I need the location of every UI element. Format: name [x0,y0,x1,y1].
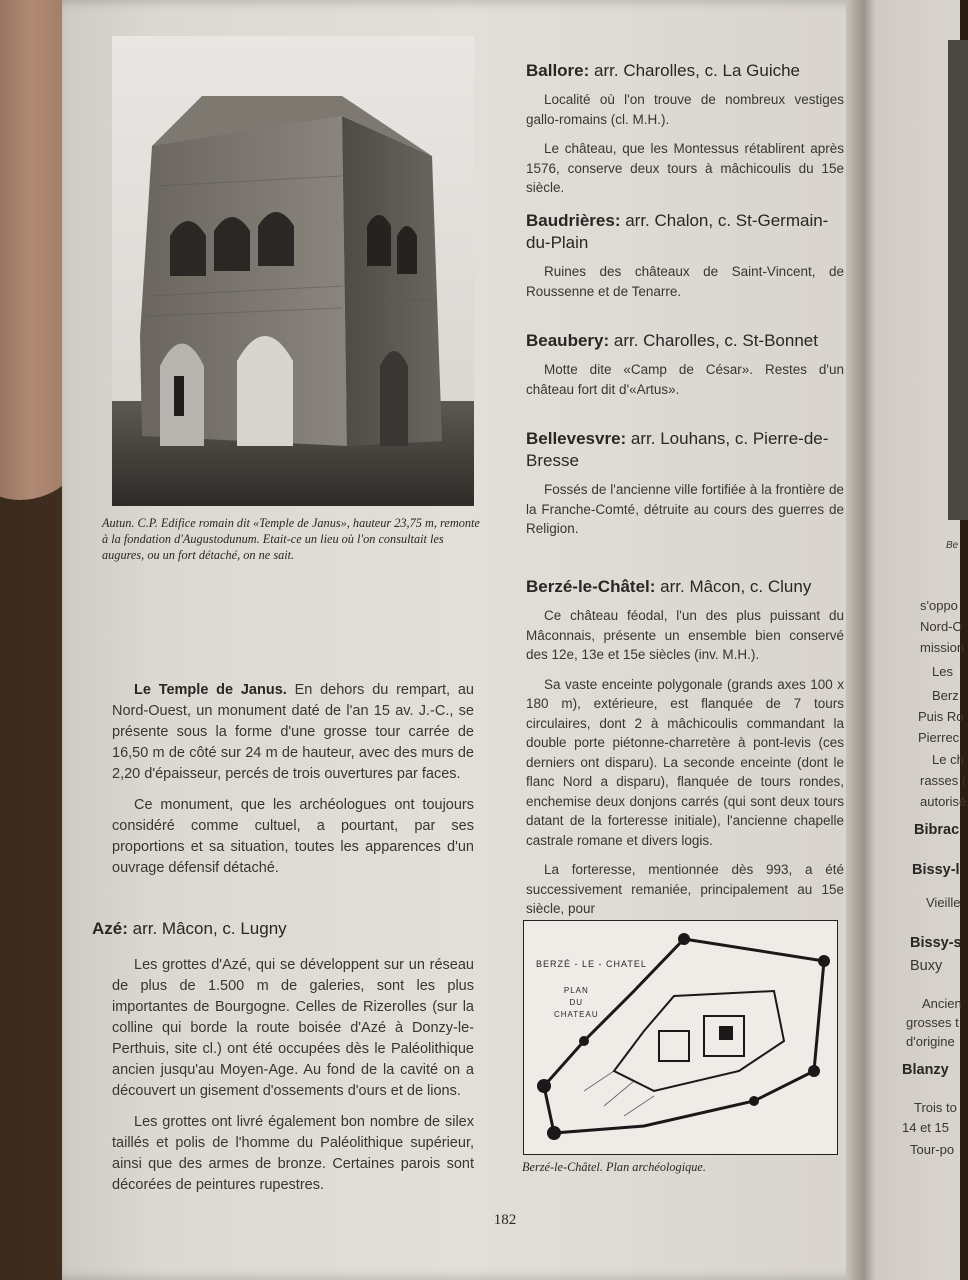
entry-location: arr. Louhans, c. Pierre-de-Bresse [526,429,829,470]
entry-paragraph: Sa vaste enceinte polygonale (grands axes 100 x 180 m), extérieure, est flanquée de 7 tours circulaires, dont 2 à mâchicoulis commandant la double porte piétonne-charretère à pont-levis (ces derniers ont disparu). La seconde enceinte (dont le flanc Nord a disparu), flanquée de tours rondes, enchemise deux donjons carrés (qui sont deux tours datant de la forteresse initiale), l'ancienne chapelle castrale romane et divers logis. [526,676,844,848]
aze-paragraph-2: Les grottes ont livré également bon nombre de silex taillés et polis de l'homme du Paléolithique supérieur, ainsi que des armes de bronze. Certaines parois sont décorées de peintures rupestres. [112,1114,474,1193]
entry-location: arr. Charolles, c. La Guiche [594,61,801,80]
entry-heading-berze [526,576,844,598]
entry-name: Berzé-le-Châtel: [526,577,656,596]
entry-paragraph: Fossés de l'ancienne ville fortifiée à la frontière de la Franche-Comté, détruite au cours des guerres de Religion. [526,482,844,536]
entry-bellevesvre [526,428,844,549]
entry-name: Baudrières: [526,211,621,230]
next-page-fragment: Pierrec [918,730,960,745]
next-page-fragment: rasses ( [920,773,967,788]
next-page-fragment: Trois to [914,1100,957,1115]
next-page-fragment: autorisé [920,794,967,809]
next-page-photo [948,40,968,520]
plan-subtitle-line: PLAN [563,986,589,995]
entry-location: arr. Charolles, c. St-Bonnet [613,331,818,350]
entry-paragraph: Motte dite «Camp de César». Restes d'un château fort dit d'«Artus». [526,362,844,397]
temple-heading: Le Temple de Janus. [134,682,287,698]
entry-location: arr. Mâcon, c. Cluny [660,577,812,596]
entry-baudrieres [526,210,844,311]
next-page-fragment: 14 et 15 [902,1120,949,1135]
photo-caption: Autun. C.P. Edifice romain dit «Temple de Janus», hauteur 23,75 m, remonte à la fondation d'Augustodunum. Etait-ce un lieu où l'on consultait les augures, ou un fort détaché, on ne sait. [102,516,480,562]
aze-section [112,955,474,1206]
next-page-fragment: Berz [932,688,959,703]
plan-caption: Berzé-le-Châtel. Plan archéologique. [522,1160,706,1174]
next-page [864,0,967,1280]
next-page-fragment: d'origine [906,1034,955,1049]
entry-location: arr. Chalon, c. St-Germain-du-Plain [526,211,829,252]
entry-ballore [526,60,844,208]
aze-paragraph-1: Les grottes d'Azé, qui se développent sur un réseau de plus de 1.500 m de galeries, sont les plus importantes de Bourgogne. Celles de Rizerolles (sur la colline qui borde la route boisée d'Azé à Donzy-le-Perthuis, site cl.) ont été occupées dès le Paléolithique ancien jusqu'au Moyen-Age. Au fond de la cavité on a découvert un gisement d'ossements d'ours et de lions. [112,957,474,1099]
entry-name: Bellevesvre: [526,429,627,448]
entry-heading-aze [92,918,472,940]
plan-subtitle-line: DU [569,998,584,1007]
next-page-fragment: Bibrac [914,822,960,838]
plan-subtitle-line: CHATEAU [554,1010,599,1019]
castle-plan-figure [523,920,838,1155]
entry-berze [526,576,844,929]
entry-name: Ballore: [526,61,590,80]
page-number: 182 [493,1212,517,1228]
entry-heading-beaubery [526,330,844,352]
temple-of-janus-photo [112,36,474,506]
next-page-fragment: Les [932,664,953,679]
entry-name: Beaubery: [526,331,610,350]
entry-heading-bellevesvre [526,428,844,472]
entry-paragraph: La forteresse, mentionnée dès 993, a été successivement remaniée, principalement au 15e siècle, pour [526,862,844,916]
next-page-fragment: mission [920,640,965,655]
next-page-fragment: Blanzy [902,1062,949,1078]
next-page-fragment: Tour-po [910,1142,955,1157]
entry-beaubery [526,330,844,409]
temple-paragraph-1 [112,680,474,785]
entry-paragraph: Ce château féodal, l'un des plus puissant du Mâconnais, présente un ensemble bien conservé des 12e, 13e et 15e siècles (inv. M.H.). [526,608,844,662]
plan-subtitle [554,985,599,1021]
entry-location: arr. Mâcon, c. Lugny [132,919,287,938]
next-page-fragment: grosses t [906,1015,959,1030]
entry-heading-baudrieres [526,210,844,254]
temple-paragraph-2: Ce monument, que les archéologues ont toujours considéré comme cultuel, a pourtant, par ses proportions et sa situation, toutes les apparences d'un ouvrage défensif détaché. [112,797,474,876]
next-page-fragment: Puis Ro [918,709,964,724]
entry-paragraph: Localité où l'on trouve de nombreux vestiges gallo-romains (cl. M.H.). [526,92,844,127]
next-page-fragment: Nord-O [920,619,963,634]
next-page-fragment: Bissy-l [912,862,960,878]
next-page-fragment: Le ch [932,752,964,767]
temple-p1-text: En dehors du rempart, au Nord-Ouest, un monument daté de l'an 15 av. J.-C., se présente sous la forme d'une grosse tour carrée de 16,50 m de côté sur 24 m de hauteur, avec des murs de 2,20 d'épaisseur, percés de trois ouvertures par faces. [112,682,474,782]
next-page-fragment: Bissy-s [910,935,962,951]
next-page-fragment: Ancien [922,996,962,1011]
next-page-fragment: s'oppo [920,598,958,613]
entry-paragraph: Ruines des châteaux de Saint-Vincent, de Roussenne et de Tenarre. [526,264,844,299]
entry-paragraph: Le château, que les Montessus rétablirent après 1576, conserve deux tours à mâchicoulis du 15e siècle. [526,141,844,195]
entry-name: Azé: [92,919,128,938]
entry-heading-ballore [526,60,844,82]
next-page-fragment: Be [946,540,959,551]
plan-title: BERZÉ - LE - CHATEL [536,959,647,969]
next-page-fragment: Buxy [910,958,943,974]
temple-section [112,680,474,889]
next-page-fragment: Vieille [926,895,961,910]
